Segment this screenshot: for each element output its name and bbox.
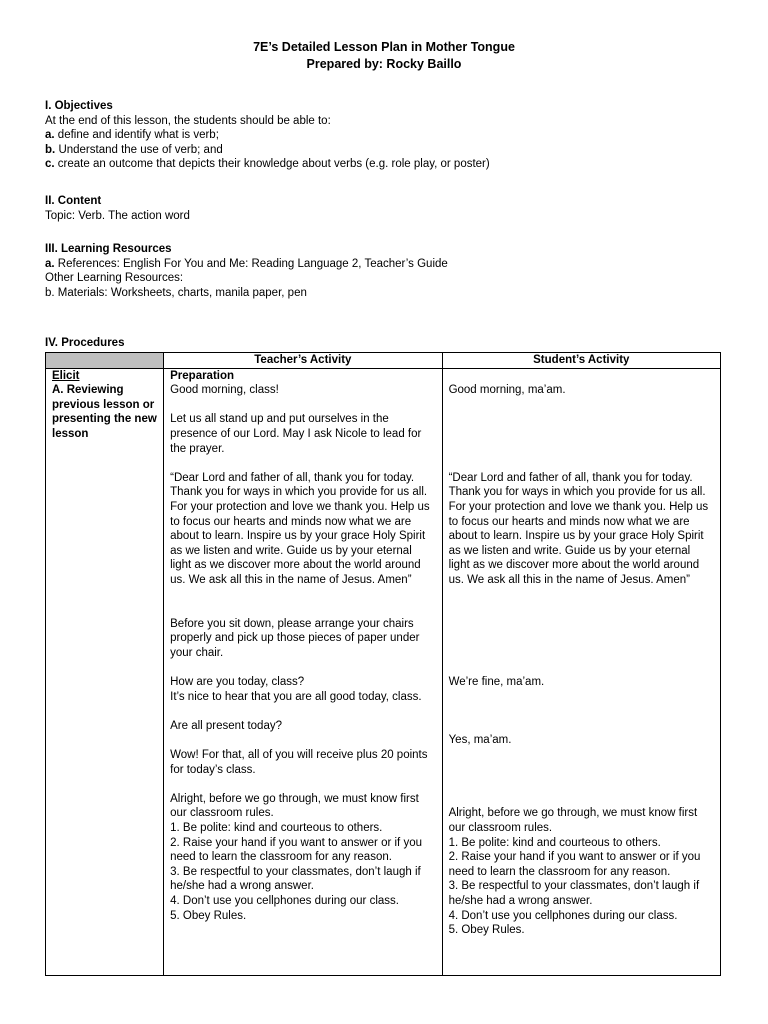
teacher-arrange: Before you sit down, please arrange your chairs properly and pick up those pieces of paper under your chair.: [170, 617, 420, 659]
teacher-wow: Wow! For that, all of you will receive plus 20 points for today’s class.: [170, 749, 428, 776]
teacher-greet: Good morning, class!: [170, 384, 279, 397]
document-title: 7E’s Detailed Lesson Plan in Mother Tongue: [253, 40, 515, 54]
stage-description: A. Reviewing previous lesson or presenting the new lesson: [52, 384, 157, 440]
teacher-prayer: “Dear Lord and father of all, thank you for today. Thank you for ways in which you provide for us all. For your protection and love we thank you. Help us to focus our hearts and minds now what we are about to learn. Inspire us by your grace Holy Spirit as we listen and write. Guide us by your eternal light as we discover more about the world around us. We ask all this in the name of Jesus. Amen”: [170, 471, 430, 586]
objective-item: b. Understand the use of verb; and: [45, 143, 223, 156]
teacher-rules-intro: Alright, before we go through, we must know first our classroom rules.: [170, 792, 419, 820]
resources-heading: III. Learning Resources: [45, 243, 172, 255]
table-row: [46, 368, 721, 975]
student-fine: We’re fine, ma’am.: [448, 676, 545, 689]
header-blank-cell: [46, 353, 164, 369]
objective-item: a. define and identify what is verb;: [45, 129, 219, 142]
teacher-rule: 1. Be polite: kind and courteous to others.: [170, 822, 383, 834]
student-rule: 5. Obey Rules.: [448, 924, 525, 937]
table-header-row: [46, 353, 721, 369]
objectives-heading: I. Objectives: [45, 100, 113, 112]
student-rule: 4. Don’t use you cellphones during our class.: [448, 909, 678, 922]
teacher-preparation: Preparation: [170, 369, 235, 382]
student-prayer: “Dear Lord and father of all, thank you for today. Thank you for ways in which you provide for us all. For your protection and love we thank you. Help us to focus our hearts and minds now what we are about to learn. Inspire us by your grace Holy Spirit as we listen and write. Guide us by your eternal light as we discover more about the world around us. We ask all this in the name of Jesus. Amen”: [448, 471, 709, 586]
teacher-nice: It’s nice to hear that you are all good today, class.: [170, 690, 422, 703]
resources-section: [45, 242, 735, 300]
content-heading: II. Content: [45, 195, 102, 207]
teacher-stand: Let us all stand up and put ourselves in the presence of our Lord. May I ask Nicole to lead for the prayer.: [170, 413, 422, 455]
teacher-rule: 4. Don’t use you cellphones during our class.: [170, 894, 399, 907]
teacher-rule: 3. Be respectful to your classmates, don’t laugh if he/she had a wrong answer.: [170, 865, 421, 893]
student-cell: [442, 368, 720, 975]
procedures-heading: IV. Procedures: [45, 337, 125, 349]
stage-cell: [46, 368, 164, 975]
procedures-table: [45, 352, 721, 976]
resources-references: a. References: English For You and Me: Reading Language 2, Teacher’s Guide: [45, 257, 448, 270]
content-section: [45, 194, 735, 223]
objectives-section: [45, 99, 735, 172]
prepared-by: Prepared by: Rocky Baillo: [306, 57, 462, 71]
student-rule: 1. Be polite: kind and courteous to others.: [448, 836, 661, 849]
header-student: Student’s Activity: [442, 353, 720, 369]
student-rule: 3. Be respectful to your classmates, don’t laugh if he/she had a wrong answer.: [448, 880, 700, 907]
teacher-present: Are all present today?: [170, 719, 282, 732]
stage-name: Elicit: [52, 369, 80, 382]
teacher-rule: 5. Obey Rules.: [170, 909, 247, 922]
student-rules-intro: Alright, before we go through, we must know first our classroom rules.: [448, 807, 698, 834]
content-topic: Topic: Verb. The action word: [45, 209, 190, 222]
student-yes: Yes, ma’am.: [448, 734, 512, 747]
resources-other: Other Learning Resources:: [45, 272, 184, 285]
header-teacher: Teacher’s Activity: [164, 353, 442, 369]
student-rule: 2. Raise your hand if you want to answer or if you need to learn the classroom for any reason.: [448, 851, 701, 878]
teacher-rule: 2. Raise your hand if you want to answer or if you need to learn the classroom for any reason.: [170, 836, 422, 864]
objectives-intro: At the end of this lesson, the students should be able to:: [45, 114, 331, 127]
student-greet: Good morning, ma’am.: [448, 384, 566, 397]
teacher-cell: [164, 368, 442, 975]
objective-item: c. create an outcome that depicts their knowledge about verbs (e.g. role play, or poster): [45, 158, 490, 171]
resources-materials: b. Materials: Worksheets, charts, manila paper, pen: [45, 286, 307, 299]
teacher-how-are-you: How are you today, class?: [170, 676, 305, 689]
